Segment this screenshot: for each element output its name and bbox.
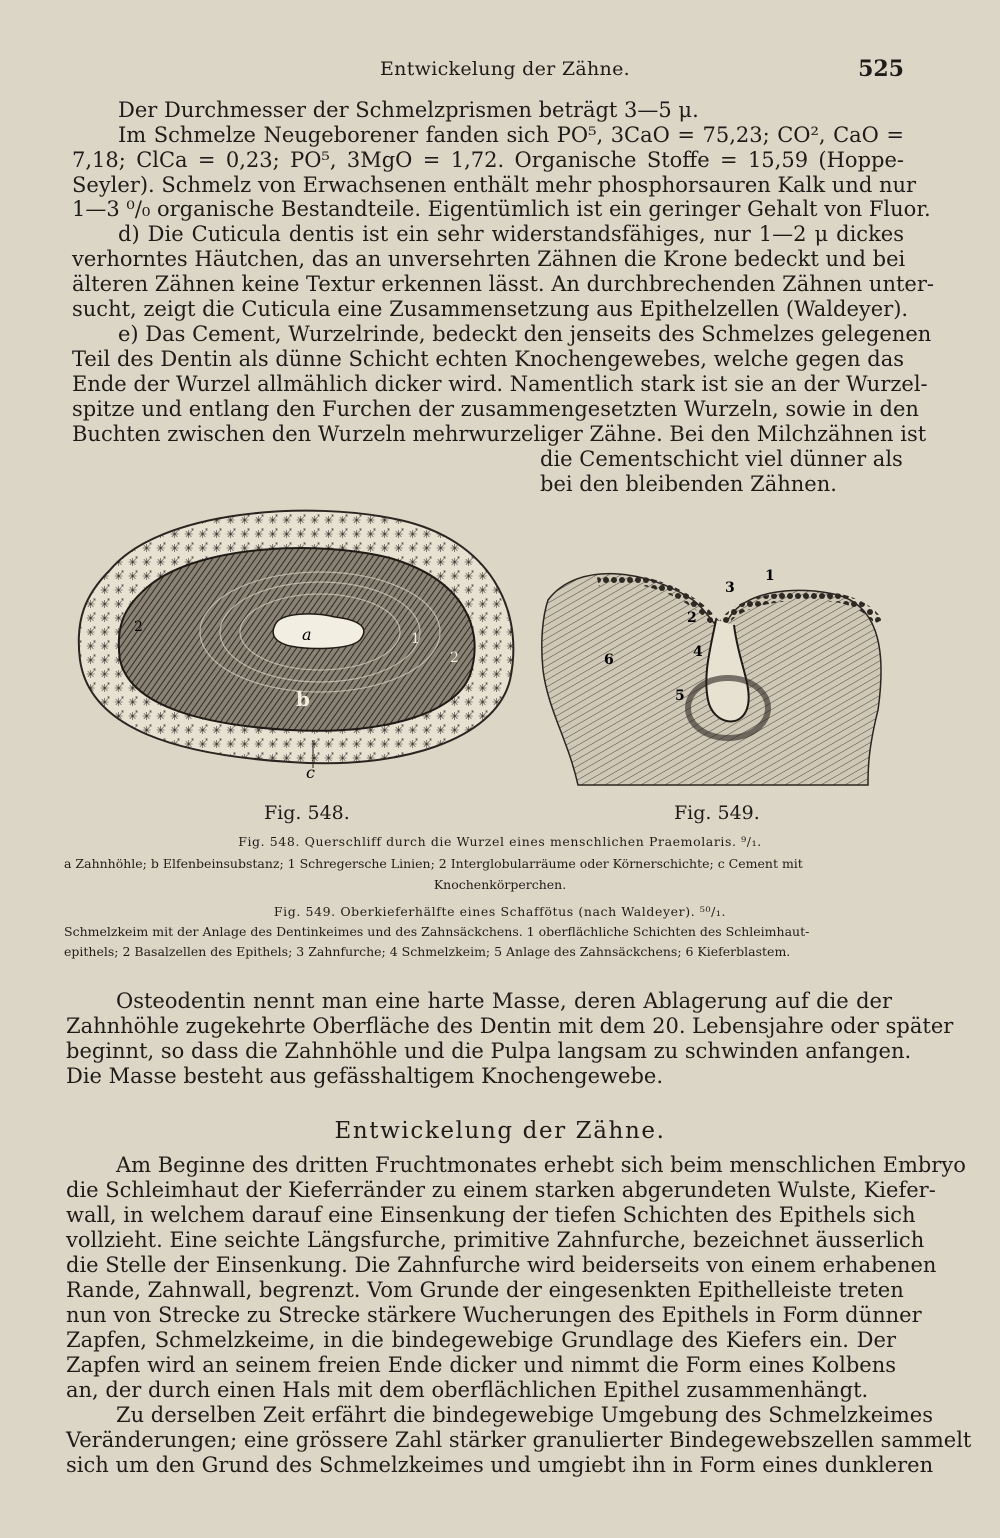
marker-1: 1: [411, 631, 420, 647]
text-line: bei den bleibenden Zähnen.: [540, 472, 837, 496]
marker-a: a: [302, 625, 312, 644]
text-line: d) Die Cuticula dentis ist ein sehr widerstandsfähiges, nur 1—2 μ dickes: [118, 222, 904, 246]
fig549-illustration: [538, 560, 900, 790]
marker-b: b: [296, 687, 310, 711]
text-line: 7,18; ClCa = 0,23; PO⁵, 3MgO = 1,72. Organische Stoffe = 15,59 (Hoppe-: [72, 148, 904, 172]
text-line: e) Das Cement, Wurzelrinde, bedeckt den jenseits des Schmelzes gelegenen: [118, 322, 932, 346]
fig548-caption-title: Fig. 548. Querschliff durch die Wurzel eines menschlichen Praemolaris. ⁹/₁.: [238, 834, 762, 849]
fig549-caption-line: Schmelzkeim mit der Anlage des Dentinkeimes und des Zahnsäckchens. 1 oberflächliche Schichten des Schleimhaut-: [64, 924, 810, 939]
text-line: Zapfen wird an seinem freien Ende dicker und nimmt die Form eines Kolbens: [66, 1353, 896, 1377]
marker-3: 3: [725, 580, 735, 596]
text-line: an, der durch einen Hals mit dem oberflächlichen Epithel zusammenhängt.: [66, 1378, 869, 1402]
marker-4: 4: [693, 644, 703, 660]
text-line: Veränderungen; eine grössere Zahl stärker granulierter Bindegewebszellen sammelt: [66, 1428, 972, 1452]
fig549-caption-line: epithels; 2 Basalzellen des Epithels; 3 Zahnfurche; 4 Schmelzkeim; 5 Anlage des Zahnsäckchens; 6 Kieferblastem.: [64, 944, 791, 959]
text-line: vollzieht. Eine seichte Längsfurche, primitive Zahnfurche, bezeichnet äusserlich: [66, 1228, 925, 1252]
marker-5: 5: [675, 688, 685, 704]
page-number: 525: [858, 56, 904, 82]
text-line: spitze und entlang den Furchen der zusammengesetzten Wurzeln, sowie in den: [72, 397, 919, 421]
text-line: Zahnhöhle zugekehrte Oberfläche des Dentin mit dem 20. Lebensjahre oder später: [66, 1014, 954, 1038]
marker-2-left: 2: [134, 619, 143, 635]
text-line: beginnt, so dass die Zahnhöhle und die Pulpa langsam zu schwinden anfangen.: [66, 1039, 912, 1063]
text-line: sucht, zeigt die Cuticula eine Zusammensetzung aus Epithelzellen (Waldeyer).: [72, 297, 909, 321]
text-line: Teil des Dentin als dünne Schicht echten Knochengewebes, welche gegen das: [72, 347, 904, 371]
fig549-caption-title: Fig. 549. Oberkieferhälfte eines Schaffötus (nach Waldeyer). ⁵⁰/₁.: [273, 904, 727, 919]
text-line: 1—3 ⁰/₀ organische Bestandteile. Eigentümlich ist ein geringer Gehalt von Fluor.: [72, 197, 931, 221]
text-line: nun von Strecke zu Strecke stärkere Wucherungen des Epithels in Form dünner: [66, 1303, 922, 1327]
text-line: Zu derselben Zeit erfährt die bindegewebige Umgebung des Schmelzkeimes: [116, 1403, 933, 1427]
text-line: Am Beginne des dritten Fruchtmonates erhebt sich beim menschlichen Embryo: [116, 1153, 966, 1177]
text-line: verhorntes Häutchen, das an unversehrten Zähnen die Krone bedeckt und bei: [72, 247, 906, 271]
text-line: Im Schmelze Neugeborener fanden sich PO⁵, 3CaO = 75,23; CO², CaO =: [118, 123, 904, 147]
text-line: Ende der Wurzel allmählich dicker wird. Namentlich stark ist sie an der Wurzel-: [72, 372, 928, 396]
text-line: Seyler). Schmelz von Erwachsenen enthält mehr phosphorsauren Kalk und nur: [72, 173, 917, 197]
marker-c: c: [306, 763, 315, 782]
fig549-label: Fig. 549.: [674, 802, 760, 824]
text-line: Der Durchmesser der Schmelzprismen beträgt 3—5 μ.: [118, 98, 699, 122]
text-line: die Stelle der Einsenkung. Die Zahnfurche wird beiderseits von einem erhabenen: [66, 1253, 937, 1277]
marker-6: 6: [604, 652, 614, 668]
fig548-label: Fig. 548.: [264, 802, 350, 824]
text-line: Die Masse besteht aus gefässhaltigem Knochengewebe.: [66, 1064, 663, 1088]
running-head: Entwickelung der Zähne.: [380, 58, 630, 80]
marker-2-right: 2: [450, 650, 459, 666]
marker-1: 1: [765, 568, 775, 584]
text-line: wall, in welchem darauf eine Einsenkung der tiefen Schichten des Epithels sich: [66, 1203, 916, 1227]
text-line: älteren Zähnen keine Textur erkennen lässt. An durchbrechenden Zähnen unter-: [72, 272, 934, 296]
fig548-caption-line: Knochenkörperchen.: [433, 877, 567, 892]
fig548-illustration: [70, 500, 530, 790]
text-line: Zapfen, Schmelzkeime, in die bindegewebige Grundlage des Kiefers ein. Der: [66, 1328, 896, 1352]
marker-2: 2: [687, 610, 697, 626]
text-line: Osteodentin nennt man eine harte Masse, deren Ablagerung auf die der: [116, 989, 892, 1013]
text-line: Buchten zwischen den Wurzeln mehrwurzeliger Zähne. Bei den Milchzähnen ist: [72, 422, 927, 446]
fig548-caption-line: a Zahnhöhle; b Elfenbeinsubstanz; 1 Schregersche Linien; 2 Interglobularräume oder Körnerschichte; c Cement mit: [64, 856, 803, 871]
text-line: die Cementschicht viel dünner als: [540, 447, 903, 471]
text-line: Rande, Zahnwall, begrenzt. Vom Grunde der eingesenkten Epithelleiste treten: [66, 1278, 904, 1302]
section-title: Entwickelung der Zähne.: [334, 1118, 666, 1144]
text-line: sich um den Grund des Schmelzkeimes und umgiebt ihn in Form eines dunkleren: [66, 1453, 934, 1477]
text-line: die Schleimhaut der Kieferränder zu einem starken abgerundeten Wulste, Kiefer-: [66, 1178, 936, 1202]
